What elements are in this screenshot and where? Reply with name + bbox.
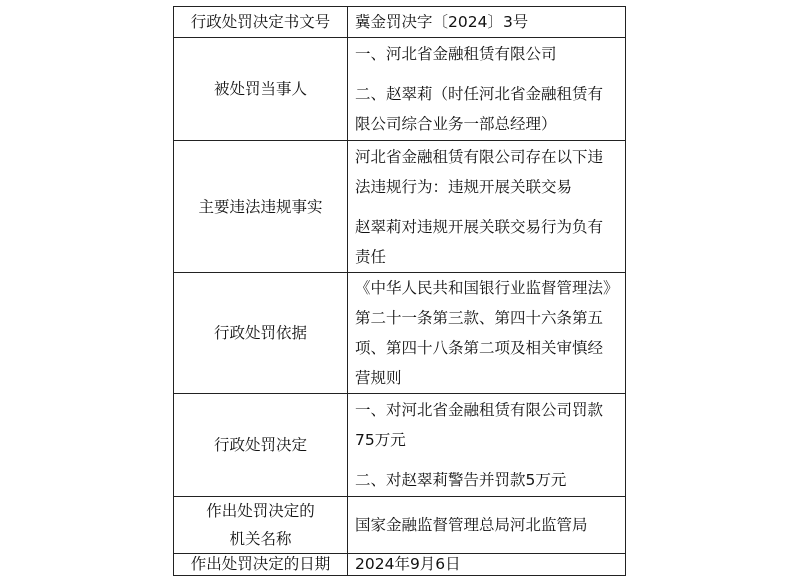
party-item-2: 二、赵翠莉（时任河北省金融租赁有限公司综合业务一部总经理）: [355, 85, 604, 134]
authority-label-line-2: 机关名称: [229, 529, 292, 548]
row-value-decision: [348, 394, 626, 496]
date-text: 2024年9月6日: [355, 555, 461, 574]
row-label-basis: 行政处罚依据: [174, 272, 348, 393]
authority-label-line-1: 作出处罚决定的: [206, 501, 315, 520]
row-value-authority: [348, 496, 626, 553]
row-label-date: 作出处罚决定的日期: [174, 553, 348, 575]
row-value-date: [348, 553, 626, 575]
facts-item-2: 赵翠莉对违规开展关联交易行为负有责任: [355, 217, 604, 266]
table-row: [174, 496, 626, 553]
row-value-facts: [348, 141, 626, 272]
row-value-basis: [348, 272, 626, 393]
row-label-decision: 行政处罚决定: [174, 394, 348, 496]
table-row: [174, 38, 626, 141]
decision-item-2: 二、对赵翠莉警告并罚款5万元: [355, 471, 567, 489]
authority-text: 国家金融监督管理总局河北监管局: [355, 515, 588, 534]
table-row: [174, 272, 626, 393]
table-row: [174, 553, 626, 575]
facts-item-1: 河北省金融租赁有限公司存在以下违法违规行为：违规开展关联交易: [355, 147, 604, 196]
doc-number-text: 冀金罚决字〔2024〕3号: [355, 13, 529, 32]
row-label-authority: [174, 496, 348, 553]
row-value-doc-number: [348, 7, 626, 38]
table-row: [174, 394, 626, 496]
table-row: [174, 141, 626, 272]
party-item-1: 一、河北省金融租赁有限公司: [355, 45, 557, 64]
row-label-facts: 主要违法违规事实: [174, 141, 348, 272]
decision-item-1: 一、对河北省金融租赁有限公司罚款75万元: [355, 401, 604, 449]
penalty-decision-table: [173, 6, 626, 576]
table-row: [174, 7, 626, 38]
row-label-doc-number: 行政处罚决定书文号: [174, 7, 348, 38]
basis-text: 《中华人民共和国银行业监督管理法》第二十一条第三款、第四十六条第五项、第四十八条第二项及相关审慎经营规则: [355, 279, 611, 388]
row-value-party: [348, 38, 626, 141]
row-label-party: 被处罚当事人: [174, 38, 348, 141]
